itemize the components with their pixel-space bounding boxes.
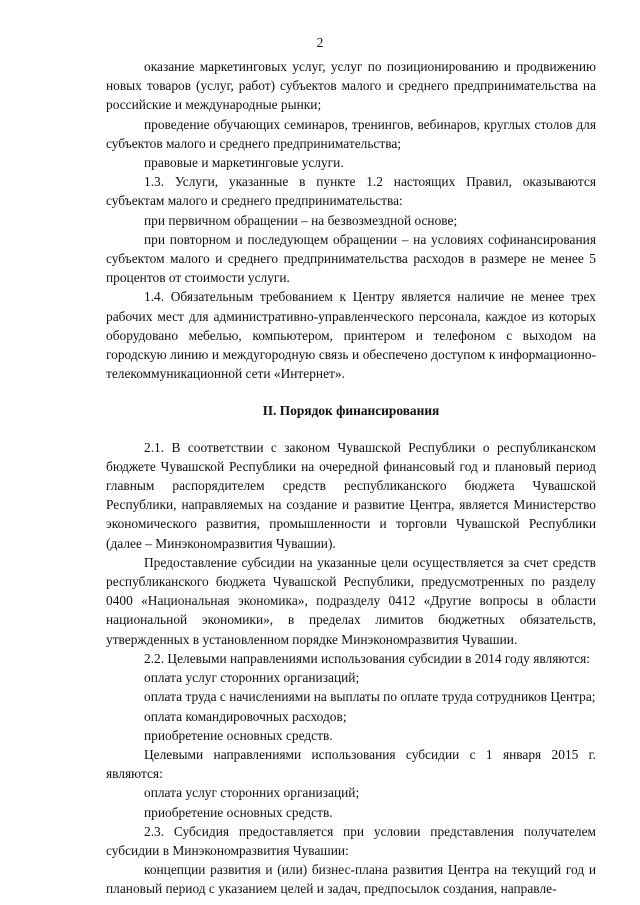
paragraph: оплата услуг сторонних организаций; bbox=[144, 785, 360, 801]
paragraph: 2.1. В соответствии с законом Чувашской Республики о республиканском бюджете Чувашской Республики на очередной финансовый год и плановый период главным распорядителем средств республиканского бюджета Чувашской Республики, направляемых на создание и развитие Центра, является Министерство экономического развития, промышленности и торговли Чувашской Республики (далее – Минэкономразвития Чувашии). bbox=[106, 439, 596, 551]
paragraph: приобретение основных средств. bbox=[144, 804, 333, 820]
paragraph: оплата командировочных расходов; bbox=[144, 708, 347, 724]
paragraph: оплата услуг сторонних организаций; bbox=[144, 670, 360, 686]
paragraph: при повторном и последующем обращении – на условиях софинансирования субъектом малого и среднего предпринимательства расходов в размере не менее 5 процентов от стоимости услуги. bbox=[106, 231, 596, 286]
paragraph: 2.2. Целевыми направлениями использования субсидии в 2014 году являются: bbox=[144, 650, 591, 666]
page-number: 2 bbox=[316, 35, 324, 50]
paragraph: оплата труда с начислениями на выплаты по оплате труда сотрудников Центра; bbox=[144, 689, 596, 705]
paragraph: 1.3. Услуги, указанные в пункте 1.2 настоящих Правил, оказываются субъектам малого и среднего предпринимательства: bbox=[106, 174, 596, 209]
paragraph: 1.4. Обязательным требованием к Центру является наличие не менее трех рабочих мест для административно-управленческого персонала, каждое из которых оборудовано мебелью, компьютером, принтером и телефоном с выходом на городскую линию и междугородную связь и обеспечено доступом к информационно-телекоммуникационной сети «Интернет». bbox=[106, 289, 596, 382]
paragraph: при первичном обращении – на безвозмездной основе; bbox=[144, 212, 458, 228]
section-heading: II. Порядок финансирования bbox=[262, 403, 440, 419]
paragraph: приобретение основных средств. bbox=[144, 727, 333, 743]
paragraph: оказание маркетинговых услуг, услуг по позиционированию и продвижению новых товаров (услуг, работ) субъектов малого и среднего предпринимательства на российские и международные рынки; bbox=[106, 59, 596, 113]
paragraph: Целевыми направлениями использования субсидии с 1 января 2015 г. являются: bbox=[106, 746, 596, 782]
paragraph: концепции развития и (или) бизнес-плана развития Центра на текущий год и плановый период с указанием целей и задач, предпосылок создания, направле- bbox=[106, 862, 596, 897]
paragraph: 2.3. Субсидия предоставляется при условии представления получателем субсидии в Минэкономразвития Чувашии: bbox=[106, 823, 596, 858]
paragraph: Предоставление субсидии на указанные цели осуществляется за счет средств республиканского бюджета Чувашской Республики, предусмотренных по разделу 0400 «Национальная экономика», подразделу 0412 «Другие вопросы в области национальной экономики», в пределах лимитов бюджетных обязательств, утвержденных в установленном порядке Минэкономразвития Чувашии. bbox=[106, 554, 596, 647]
document-body bbox=[106, 57, 596, 899]
paragraph: проведение обучающих семинаров, тренингов, вебинаров, круглых столов для субъектов малого и среднего предпринимательства; bbox=[106, 116, 596, 151]
paragraph: правовые и маркетинговые услуги. bbox=[144, 155, 344, 171]
